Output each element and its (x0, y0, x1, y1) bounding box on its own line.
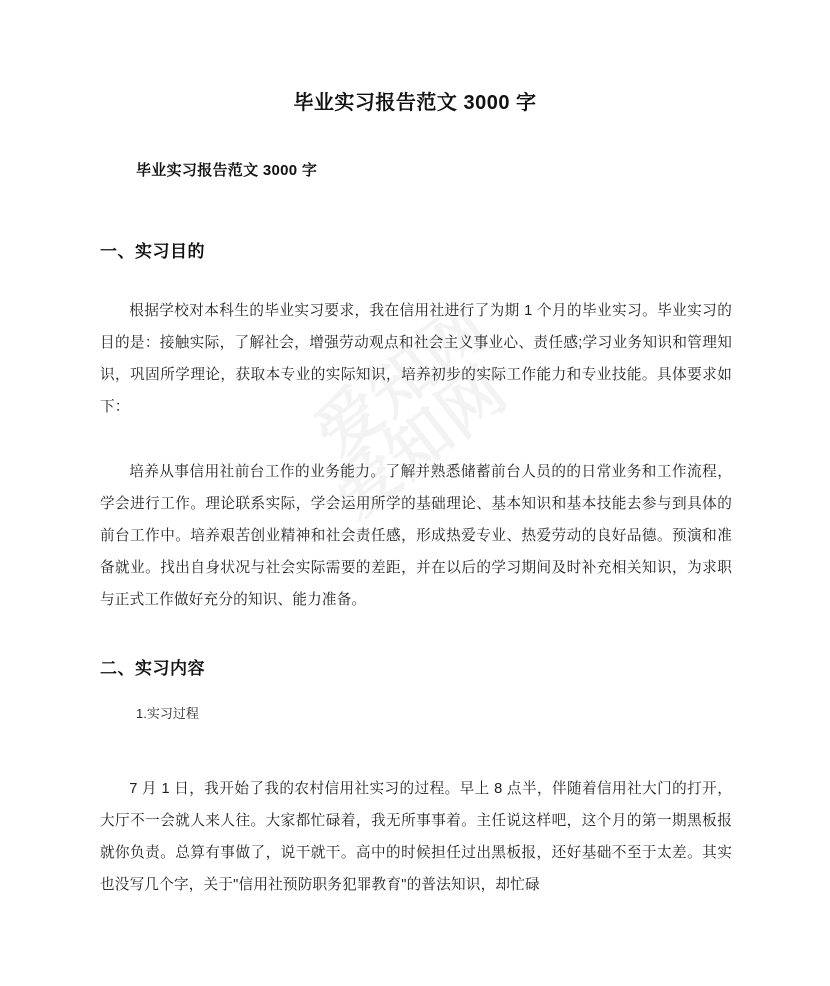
section-heading-1: 一、实习目的 (100, 242, 205, 262)
paragraph: 7 月 1 日，我开始了我的农村信用社实习的过程。早上 8 点半，伴随着信用社大门的打开，大厅不一会就人来人往。大家都忙碌着，我无所事事着。主任说这样吧，这个月的第一期黑板报就你负责。总算有事做了，说干就干。高中的时候担任过出黑板报，还好基础不至于太差。其实也没写几个字，关于"信用社预防职务犯罪教育"的普法知识，却忙碌 (100, 780, 732, 893)
paragraph: 培养从事信用社前台工作的业务能力。了解并熟悉储蓄前台人员的的日常业务和工作流程，学会进行工作。理论联系实际，学会运用所学的基础理论、基本知识和基本技能去参与到具体的前台工作中。培养艰苦创业精神和社会责任感，形成热爱专业、热爱劳动的良好品德。预演和准备就业。找出自身状况与社会实际需要的差距，并在以后的学习期间及时补充相关知识，为求职与正式工作做好充分的知识、能力准备。 (100, 463, 732, 608)
document-subtitle: 毕业实习报告范文 3000 字 (136, 162, 318, 179)
paragraph: 根据学校对本科生的毕业实习要求，我在信用社进行了为期 1 个月的毕业实习。毕业实习的目的是：接触实际，了解社会，增强劳动观点和社会主义事业心、责任感;学习业务知识和管理知识，巩固所学理论，获取本专业的实际知识，培养初步的实际工作能力和专业技能。具体要求如下： (100, 302, 732, 415)
document-title: 毕业实习报告范文 3000 字 (293, 92, 537, 114)
subsection-heading: 1.实习过程 (136, 706, 199, 721)
section-heading-2: 二、实习内容 (100, 659, 205, 679)
